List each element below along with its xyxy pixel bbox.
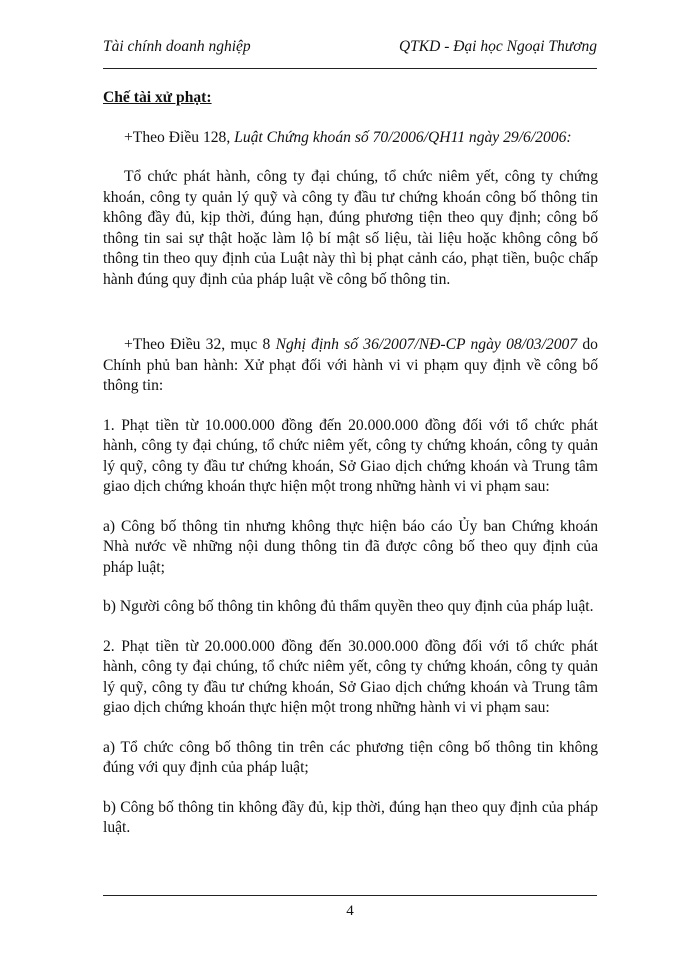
article-32-decree: Nghị định số 36/2007/NĐ-CP ngày 08/03/2007 — [275, 336, 578, 353]
list-item-1b: b) Người công bố thông tin không đủ thẩm quyền theo quy định của pháp luật. — [103, 598, 594, 615]
list-item-2a: a) Tổ chức công bố thông tin trên các phương tiện công bố thông tin không đúng với quy định của pháp luật; — [103, 738, 598, 776]
list-item-1a: a) Công bố thông tin nhưng không thực hiện báo cáo Ủy ban Chứng khoán Nhà nước về những nội dung thông tin đã được công bố theo quy định của pháp luật; — [103, 517, 598, 576]
list-item-2b: b) Công bố thông tin không đầy đủ, kịp thời, đúng hạn theo quy định của pháp luật. — [103, 798, 598, 836]
list-item-2: 2. Phạt tiền từ 20.000.000 đồng đến 30.000.000 đồng đối với tổ chức phát hành, công ty đại chúng, tổ chức niêm yết, công ty chứng khoán, công ty quản lý quỹ, công ty đầu tư chứng khoán, Sở Giao dịch chứng khoán và Trung tâm giao dịch chứng khoán thực hiện một trong những hành vi vi phạm sau: — [103, 637, 598, 716]
article-32-heading — [103, 335, 598, 397]
article-32-suffix: do Chính phủ ban hành: Xử phạt đối với hành vi vi phạm quy định về công bố thông tin: — [103, 336, 598, 394]
article-128-heading — [103, 128, 598, 149]
list-item-1: 1. Phạt tiền từ 10.000.000 đồng đến 20.000.000 đồng đối với tổ chức phát hành, công ty đại chúng, tổ chức niêm yết, công ty chứng khoán, công ty quản lý quỹ, công ty đầu tư chứng khoán, Sở Giao dịch chứng khoán và Trung tâm giao dịch chứng khoán thực hiện một trong những hành vi vi phạm sau: — [103, 416, 598, 495]
header-left-text: Tài chính doanh nghiệp — [103, 38, 251, 55]
article-32-prefix: +Theo Điều 32, mục 8 — [124, 336, 276, 353]
document-body — [103, 88, 598, 839]
header-right-text: QTKD - Đại học Ngoại Thương — [398, 38, 597, 55]
article-128-law: Luật Chứng khoán số 70/2006/QH11 ngày 29/6/2006: — [234, 128, 572, 146]
section-title: Chế tài xử phạt: — [103, 89, 212, 106]
article-128-prefix: +Theo Điều 128, — [124, 128, 235, 146]
page-header — [103, 38, 597, 69]
paragraph-article-128: Tổ chức phát hành, công ty đại chúng, tổ chức niêm yết, công ty chứng khoán, công ty quản lý quỹ và công ty đầu tư chứng khoán công bố thông tin không đầy đủ, kịp thời, đúng hạn, đúng phương tiện theo quy định; công bố thông tin sai sự thật hoặc làm lộ bí mật số liệu, tài liệu hoặc không công bố thông tin theo quy định của Luật này thì bị phạt cảnh cáo, phạt tiền, buộc chấp hành đúng quy định của pháp luật về công bố thông tin. — [103, 168, 598, 288]
page-number: 4 — [346, 903, 354, 919]
footer-rule — [103, 895, 597, 896]
